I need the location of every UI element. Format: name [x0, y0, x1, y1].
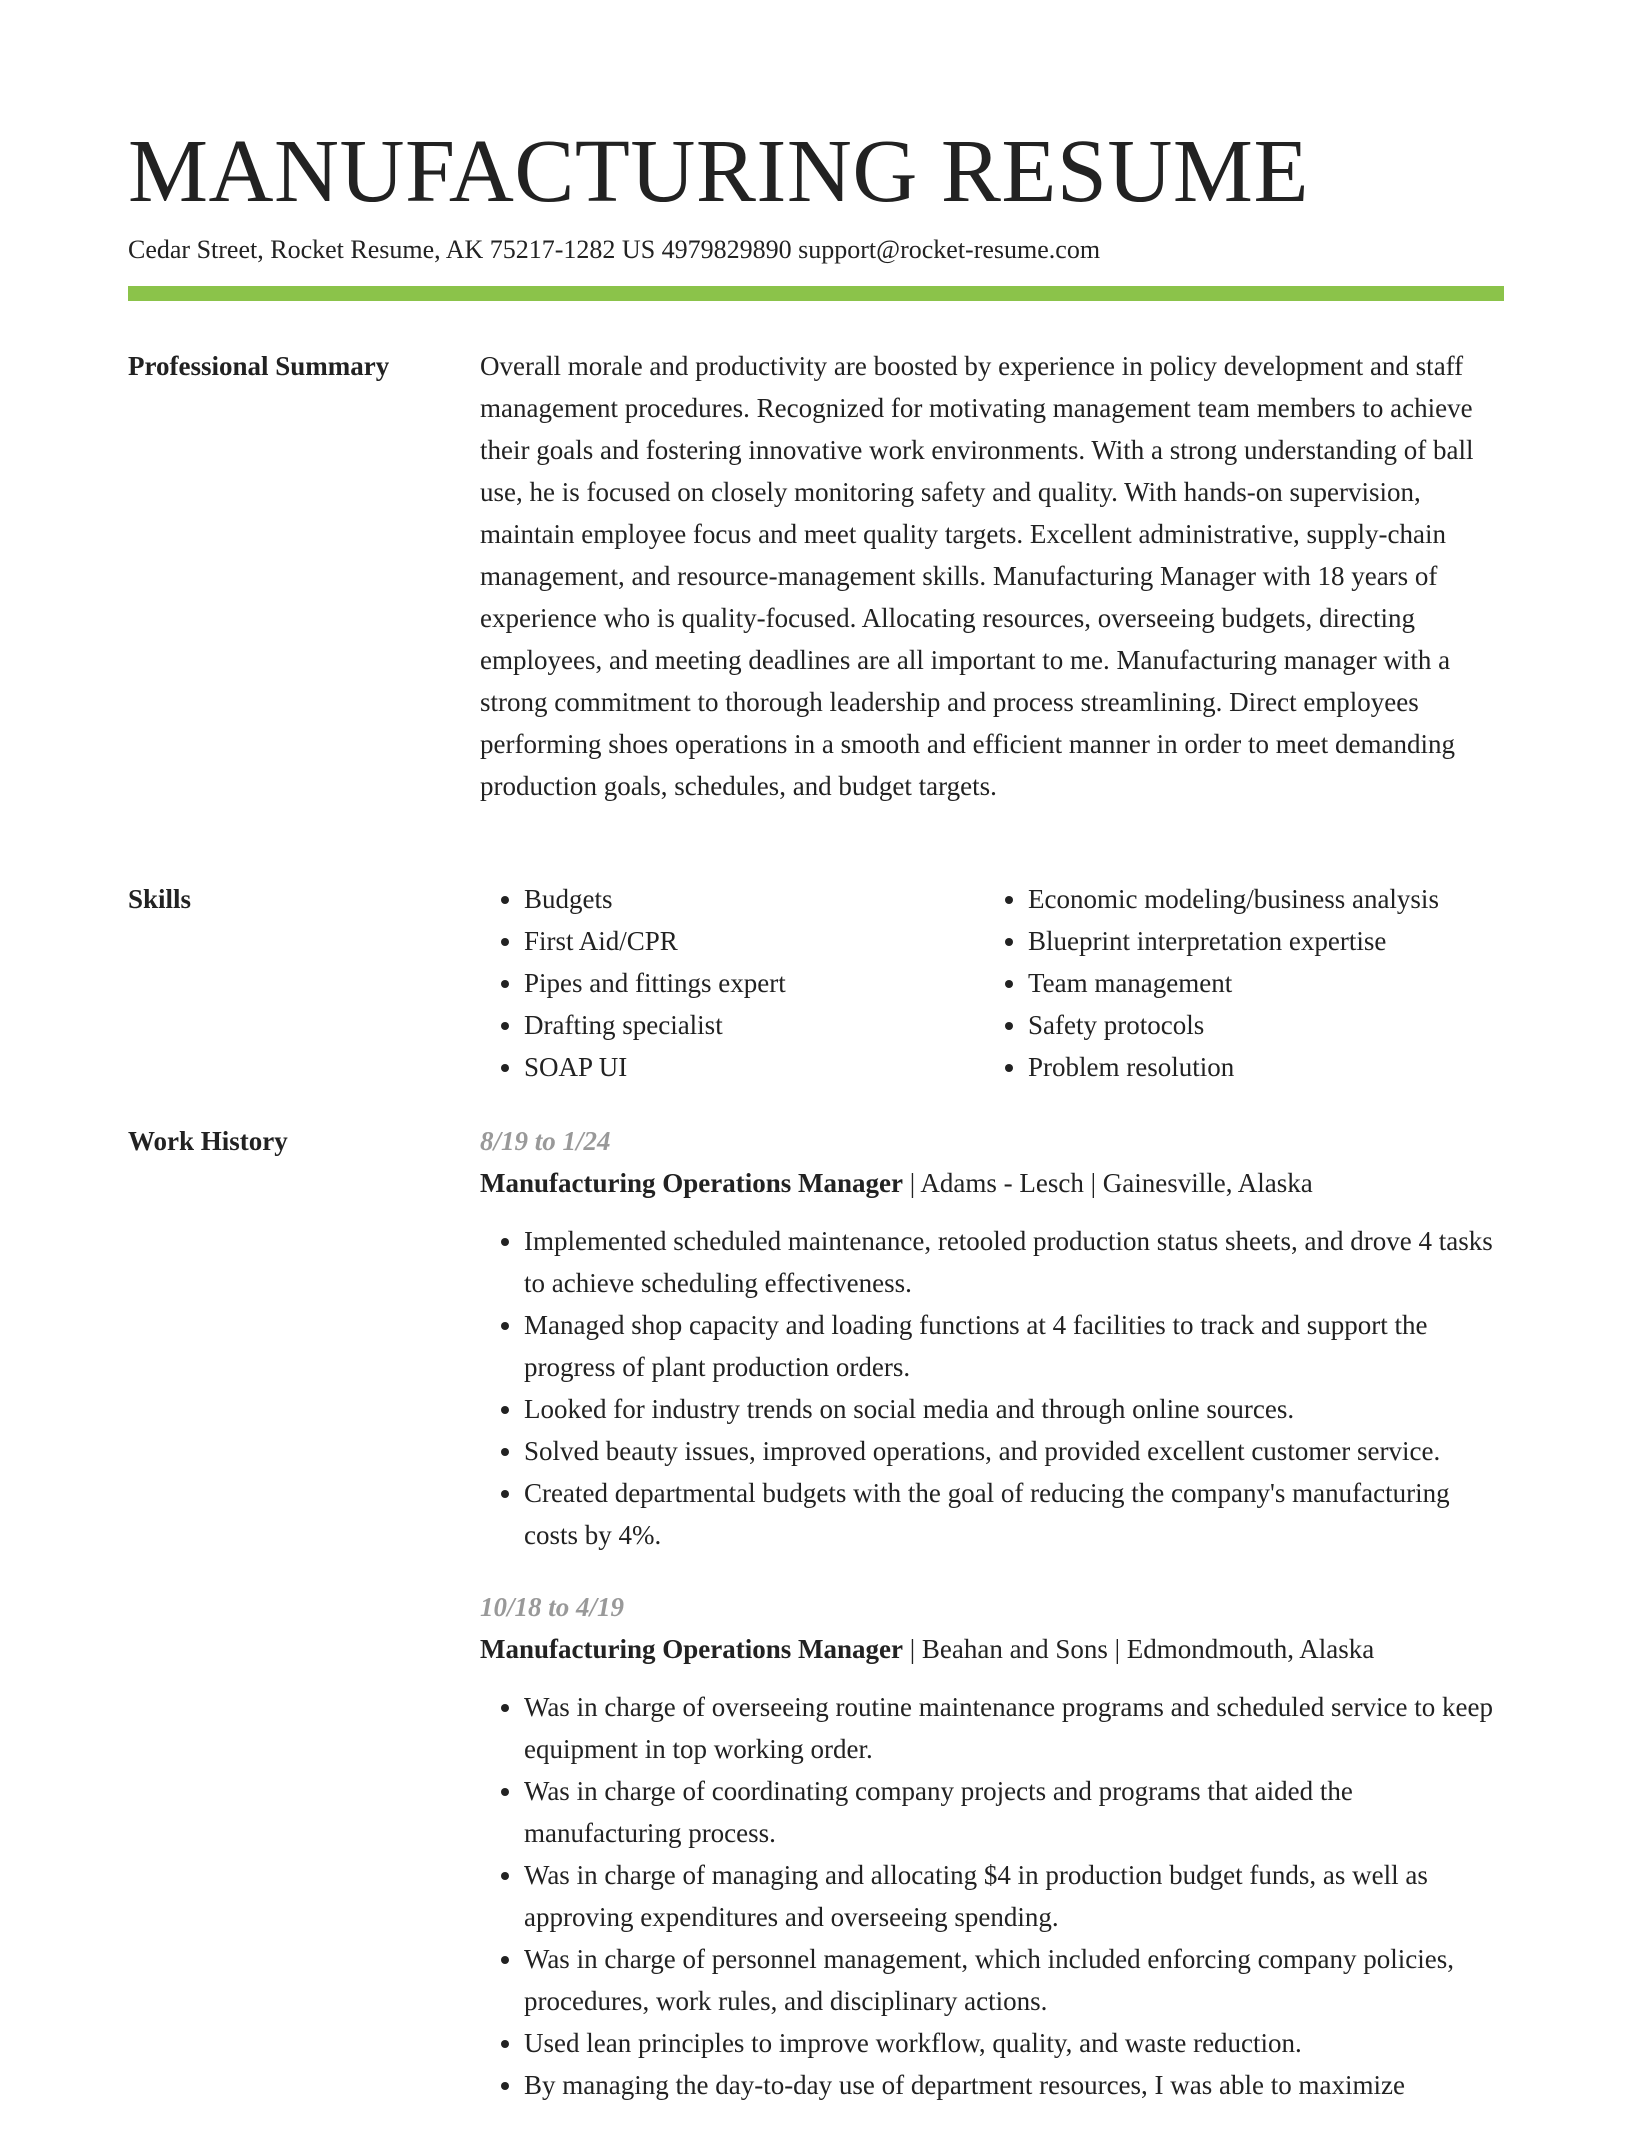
job-employer-location: | Adams - Lesch | Gainesville, Alaska — [902, 1168, 1313, 1198]
skill-item: • Economic modeling/business analysis — [1028, 878, 1488, 920]
skill-item: • Budgets — [524, 878, 984, 920]
job-bullet: • Was in charge of coordinating company projects and programs that aided the manufacturing process. — [524, 1770, 1504, 1854]
skills-body — [480, 878, 1504, 1088]
summary-text: Overall morale and productivity are boosted by experience in policy development and staff management procedures. Recognized for motivating management team members to achieve their goals and fostering innovative work environments. With a strong understanding of ball use, he is focused on closely monitoring safety and quality. With hands-on supervision, maintain employee focus and meet quality targets. Excellent administrative, supply-chain management, and resource-management skills. Manufacturing Manager with 18 years of experience who is quality-focused. Allocating resources, overseeing budgets, directing employees, and meeting deadlines are all important to me. Manufacturing manager with a strong commitment to thorough leadership and process streamlining. Direct employees performing shoes operations in a smooth and efficient manner in order to meet demanding production goals, schedules, and budget targets. — [480, 351, 1474, 801]
job-bullet-list — [480, 1686, 1504, 2106]
resume-title: MANUFACTURING RESUME — [128, 122, 1309, 221]
skill-item: • Blueprint interpretation expertise — [1028, 920, 1488, 962]
section-label-work-history: Work History — [128, 1126, 288, 1156]
section-label-professional-summary: Professional Summary — [128, 351, 390, 381]
accent-divider — [128, 286, 1504, 301]
job-title: Manufacturing Operations Manager — [480, 1634, 903, 1664]
job-bullet: • Was in charge of personnel management, which included enforcing company policies, procedures, work rules, and disciplinary actions. — [524, 1938, 1504, 2022]
work-history-body — [480, 1120, 1504, 2136]
job-bullet: • By managing the day-to-day use of department resources, I was able to maximize — [524, 2064, 1504, 2106]
skill-item: • Problem resolution — [1028, 1046, 1488, 1088]
job-heading — [480, 1628, 1504, 1670]
job-bullet: • Looked for industry trends on social media and through online sources. — [524, 1388, 1504, 1430]
job-bullet: • Managed shop capacity and loading functions at 4 facilities to track and support the progress of plant production orders. — [524, 1304, 1504, 1388]
job-bullet: • Used lean principles to improve workflow, quality, and waste reduction. — [524, 2022, 1504, 2064]
section-label-skills: Skills — [128, 884, 192, 914]
skill-item: • Safety protocols — [1028, 1004, 1488, 1046]
job-bullet: • Was in charge of overseeing routine maintenance programs and scheduled service to keep equipment in top working order. — [524, 1686, 1504, 1770]
professional-summary-body — [480, 345, 1504, 807]
skill-item: • Team management — [1028, 962, 1488, 1004]
job-heading — [480, 1162, 1504, 1204]
job-title: Manufacturing Operations Manager — [480, 1168, 903, 1198]
job-dates: 8/19 to 1/24 — [480, 1126, 611, 1156]
job-dates: 10/18 to 4/19 — [480, 1592, 625, 1622]
job-entry — [480, 1586, 1504, 2106]
contact-info: Cedar Street, Rocket Resume, AK 75217-1282 US 4979829890 support@rocket-resume.com — [128, 235, 1101, 264]
job-bullet: • Was in charge of managing and allocating $4 in production budget funds, as well as approving expenditures and overseeing spending. — [524, 1854, 1504, 1938]
skill-item: • First Aid/CPR — [524, 920, 984, 962]
skills-list-left — [480, 878, 984, 1088]
skills-list-right — [984, 878, 1488, 1088]
skill-item: • SOAP UI — [524, 1046, 984, 1088]
job-entry — [480, 1120, 1504, 1556]
skills-columns — [480, 878, 1504, 1088]
skill-item: • Pipes and fittings expert — [524, 962, 984, 1004]
job-bullet: • Implemented scheduled maintenance, retooled production status sheets, and drove 4 tasks to achieve scheduling effectiveness. — [524, 1220, 1504, 1304]
job-bullet: • Created departmental budgets with the goal of reducing the company's manufacturing costs by 4%. — [524, 1472, 1504, 1556]
job-bullet-list — [480, 1220, 1504, 1556]
job-employer-location: | Beahan and Sons | Edmondmouth, Alaska — [902, 1634, 1375, 1664]
skill-item: • Drafting specialist — [524, 1004, 984, 1046]
job-bullet: • Solved beauty issues, improved operations, and provided excellent customer service. — [524, 1430, 1504, 1472]
